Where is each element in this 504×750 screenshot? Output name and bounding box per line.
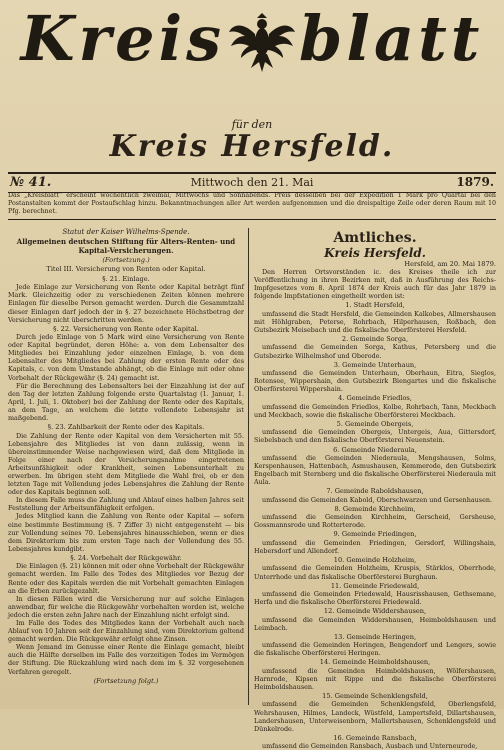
station-description: umfassend die Gemeinden Friedlos, Kolbe, Rohrbach, Tann, Meckbach und Meckbach, sowie die fiskalische Oberförsterei Meckbach. xyxy=(254,402,496,419)
station-heading: 13. Gemeinde Heringen, xyxy=(333,632,417,641)
official-heading: Amtliches. xyxy=(333,230,417,246)
paragraph: Im Falle des Todes des Mitgliedes kann der Vorbehalt auch nach Ablauf von 10 Jahren seit der Einzahlung sind, vom Direktorium geltend gemacht werden. Die Rückgewähr erfolgt ohne Zinsen. xyxy=(8,619,244,644)
subscription-notice: Das „Kreisblatt“ erscheint wöchentlich zweimal, Mittwochs und Sonnabends. Preis desselben bei der Expedition 1 Mark pro Quartal bei den Postanstalten kommt der Postaufschlag hinzu. Bekanntmachungen aller Art werden aufgenommen und die dreispaltige Zeile oder deren Raum mit 10 Pfg. berechnet. xyxy=(8,192,496,220)
station-heading: 15. Gemeinde Schenklengsfeld, xyxy=(322,692,428,701)
section-23: §. 23. Zahlbarkeit der Rente oder des Kapitals. xyxy=(47,423,205,432)
station-heading: 4. Gemeinde Friedlos, xyxy=(338,394,412,403)
title-three: Titel III. Versicherung von Renten oder Kapital. xyxy=(46,265,206,274)
station-heading: 5. Gemeinde Obergeis, xyxy=(336,419,414,428)
station-heading: 11. Gemeinde Friedewald, xyxy=(330,581,420,590)
station-description: umfassend die Gemeinden Niederaula, Mengshausen, Solms, Kerspenhausen, Hattenbach, Asmushausen, Kemmerode, den Gutsbezirk Engelbach mit Sternberg und die fiskalische Oberförsterei Niederaula mit Aula. xyxy=(254,453,496,487)
station-heading: 3. Gemeinde Unterhaun, xyxy=(333,360,417,369)
station-heading: 1. Stadt Hersfeld, xyxy=(345,301,405,310)
continuation-follows: (Fortsetzung folgt.) xyxy=(93,676,159,685)
paragraph: In diesen Fällen wird die Versicherung nur auf solche Einlagen anwendbar, für welche die Rückgewähr vorbehalten worden ist, welche jedoch die ersten zehn Jahre nach der Einzahlung nicht erfolgt sind. xyxy=(8,594,244,619)
vaccination-stations-list xyxy=(254,301,496,750)
station-description: umfassend die Gemeinden Holzheim, Kruspis, Stärklos, Oberrhode, Unterrhode und das fiskalische Oberförsterei Burghaun. xyxy=(254,564,496,581)
station-description: umfassend die Gemeinden Widdershausen, Heimboldshausen und Leimbach. xyxy=(254,615,496,632)
station-description: umfassend die Gemeinden Unterhaun, Oberhaun, Eitra, Sieglos, Rotensee, Wippershain, den Gutsbezirk Biengartes und die fiskalische Oberförsterei Wippershain. xyxy=(254,369,496,394)
station-heading: 10. Gemeinde Holzheim, xyxy=(333,556,417,564)
station-description: umfassend die Gemeinden Sorga, Kathus, Petersberg und die Gutsbezirke Wilhelmshof und Oberode. xyxy=(254,343,496,360)
station-heading: 7. Gemeinde Raboldshausen, xyxy=(326,487,424,496)
paragraph: Durch jede Einlage von 5 Mark wird eine Versicherung von Rente oder Kapital begründet, deren Höhe: a. von dem Lebensalter des Mitgliedes bei Einzahlung jeder einzelnen Einlage, b. von dem Lebensalter des Mitgliedes bei Zahlung der ersten Rente oder des Kapitals, c. von dem Umstande abhängt, ob die Einlage mit oder ohne Vorbehalt der Rückgewähr (§. 24) gemacht ist. xyxy=(8,333,244,382)
masthead-title-left: Kreis xyxy=(20,2,226,75)
station-description: umfassend die Stadt Hersfeld, die Gemeinden Kalkobes, Allmershausen mit Höhlgraben, Peterse, Rohrbach, Hilperhausen, Roßbach, den Gutsbezirk Meisebach und die fiskalische Oberförsterei Hersfeld. xyxy=(254,309,496,334)
station-description: umfassend die Gemeinden Kirchheim, Gerscheid, Gersheuse, Gossmannsrode und Rotterterode. xyxy=(254,513,496,530)
station-description: umfassend die Gemeinden Obergeis, Untergeis, Aua, Gittersdorf, Siebelsbach und den fiskalische Oberförsterei Neuenstein. xyxy=(254,428,496,445)
issue-number: № 41. xyxy=(10,175,52,190)
paragraph: In diesem Falle muss die Zahlung und Ablauf eines halben Jahres seit Feststellung der Arbeitsunfähigkeit erfolgen. xyxy=(8,496,244,513)
paragraph: Jede Einlage zur Versicherung von Rente oder Kapital beträgt fünf Mark. Gleichzeitig oder zu verschiedenen Zeiten können mehrere Einlagen für dieselbe Person gemacht werden. Durch die Gesammtzahl dieser Einlagen darf jedoch der in §. 27 bezeichnete Höchstbetrag der Versicherung nicht überschritten werden. xyxy=(8,283,244,324)
station-description: umfassend die Gemeinden Heimboldshausen, Wölfershausen, Harnrode, Kipsen mit Rippe und die fiskalische Oberförsterei Heimboldshausen. xyxy=(254,666,496,691)
continuation-note: (Fortsetzung.) xyxy=(102,256,150,264)
masthead-kreis-name: Kreis Hersfeld. xyxy=(109,129,395,164)
paragraph: Die Einlagen (§. 21) können mit oder ohne Vorbehalt der Rückgewähr gemacht werden. Im Falle des Todes des Mitgliedes vor Bezug der Rente oder des Kapitals werden die mit Vorbehalt gemachten Einlagen an die Erben zurückgezahlt. xyxy=(8,562,244,595)
dateline: Hersfeld, am 20. Mai 1879. xyxy=(404,260,496,268)
section-21: §. 21. Einlage. xyxy=(102,274,150,283)
station-description: umfassend die Gemeinden Friedewald, Hausrisshausen, Gethsemane, Herfa und die fiskalische Oberförsterei Friedewald. xyxy=(254,590,496,607)
station-heading: 12. Gemeinde Widdershausen, xyxy=(323,607,427,616)
station-heading: 14. Gemeinde Heimboldshausen, xyxy=(319,658,431,667)
station-description: umfassend die Gemeinden Ransbach, Ausbach und Unterneurode, xyxy=(262,742,478,750)
statute-heading: Statut der Kaiser Wilhelms-Spende. xyxy=(62,228,190,236)
station-heading: 2. Gemeinde Sorga, xyxy=(341,335,409,344)
left-column xyxy=(8,228,244,705)
paragraph: Die Zahlung der Rente oder Kapital von dem Versicherten mit 55. Lebensjahre des Mitgliedes ist von dann zulässig, wenn in übereinstimmender Weise nachgewiesen wird, daß dem Mitgliede in Folge einer nach der Versicherungsnahme eingetretenen Arbeitsunfähigkeit oder Krankheit, seinen Lebensunterhalt zu erwerben. Im übrigen steht dem Mitgliede die Wahl frei, ob er den letzten Tage mit Vollendung jedes Lebensjahres die Zahlung der Rente oder des Kapitals beginnen soll. xyxy=(8,431,244,497)
masthead-title xyxy=(8,2,496,76)
columns xyxy=(8,228,496,750)
issue-date: Mittwoch den 21. Mai xyxy=(190,176,314,189)
issue-line xyxy=(8,172,496,193)
paragraph: Für die Berechnung des Lebensalters bei der Einzahlung ist der auf den Tag der letzten Zahlung folgende erste Quartalstag (1. Januar, 1. April, 1. Juli, 1. Oktober) bei der Zahlung der Rente oder des Kapitals, an dem Tage, an welchem die letzte vollendete Lebensjahr ist maßgebend. xyxy=(8,381,244,423)
right-column xyxy=(254,228,496,750)
station-description: umfassend die Gemeinden Heringen, Bengendorf und Lengers, sowie die fiskalische Oberförsterei Heringen. xyxy=(254,641,496,658)
section-24: §. 24. Vorbehalt der Rückgewähr. xyxy=(70,553,182,562)
masthead-title-right: blatt xyxy=(299,2,484,75)
paragraph: Jedes Mitglied kann die Zahlung von Rente oder Kapital — sofern eine bestimmte Bestimmung (§. 7 Ziffer 3) nicht entgegensteht — bis zur Vollendung seines 70. Lebensjahres hinausschieben, wenn er dies dem Direktorium bis zum ersten Tage nach der Vollendung des 55. Lebensjahres kundgibt. xyxy=(8,512,244,553)
column-divider xyxy=(248,228,249,705)
station-heading: 6. Gemeinde Niederaula, xyxy=(333,445,417,454)
district-heading: Kreis Hersfeld. xyxy=(324,246,426,260)
foundation-heading: Allgemeinen deutschen Stiftung für Alters-Renten- und Kapital-Versicherungen. xyxy=(16,237,236,255)
station-heading: 9. Gemeinde Friedingen, xyxy=(333,530,417,539)
station-description: umfassend die Gemeinden Friedingen, Gersdorf, Willingshain, Hebersdorf und Allendorf. xyxy=(254,538,496,555)
eagle-emblem-icon xyxy=(227,12,297,76)
announcement-intro: Den Herren Ortsvorständen ic. des Kreises theile ich zur Veröffentlichung in ihren Bezirken mit, daß in Ausführung des Reichs-Impfgesetzes vom 8. April 1874 der Kreis auch für das Jahr 1879 in folgende Impfstationen eingetheilt worden ist: xyxy=(254,268,496,301)
masthead xyxy=(8,0,496,164)
station-heading: 16. Gemeinde Ransbach, xyxy=(333,733,417,742)
issue-year: 1879. xyxy=(456,175,494,189)
station-heading: 8. Gemeinde Kirchheim, xyxy=(334,504,416,513)
masthead-fuer-den: für den xyxy=(231,118,273,131)
paragraph: Wenn Jemand im Genusse einer Rente die Einlage gemacht, bleibt auch die Hälfte derselben im Falle des vorzeitigen Todes im Vermögen der Stiftung. Die Rückzahlung wird nach dem im §. 32 vorgesehenen Verfahren geregelt. xyxy=(8,643,244,676)
station-description: umfassend die Gemeinden Kabold, Oberschwarzen und Gersenhausen. xyxy=(262,495,493,504)
section-22: §. 22. Versicherung von Rente oder Kapital. xyxy=(53,324,199,333)
station-description: umfassend die Gemeinden Schenklengsfeld, Oberlengsfeld, Wehrshausen, Hilmes, Landeck, Wüstfeld, Lampertsfeld, Dillartshausen, Landershausen, Unterweisenborn, Mallertshausen, Schenklengsfeld und Dünkelrode. xyxy=(254,700,496,733)
